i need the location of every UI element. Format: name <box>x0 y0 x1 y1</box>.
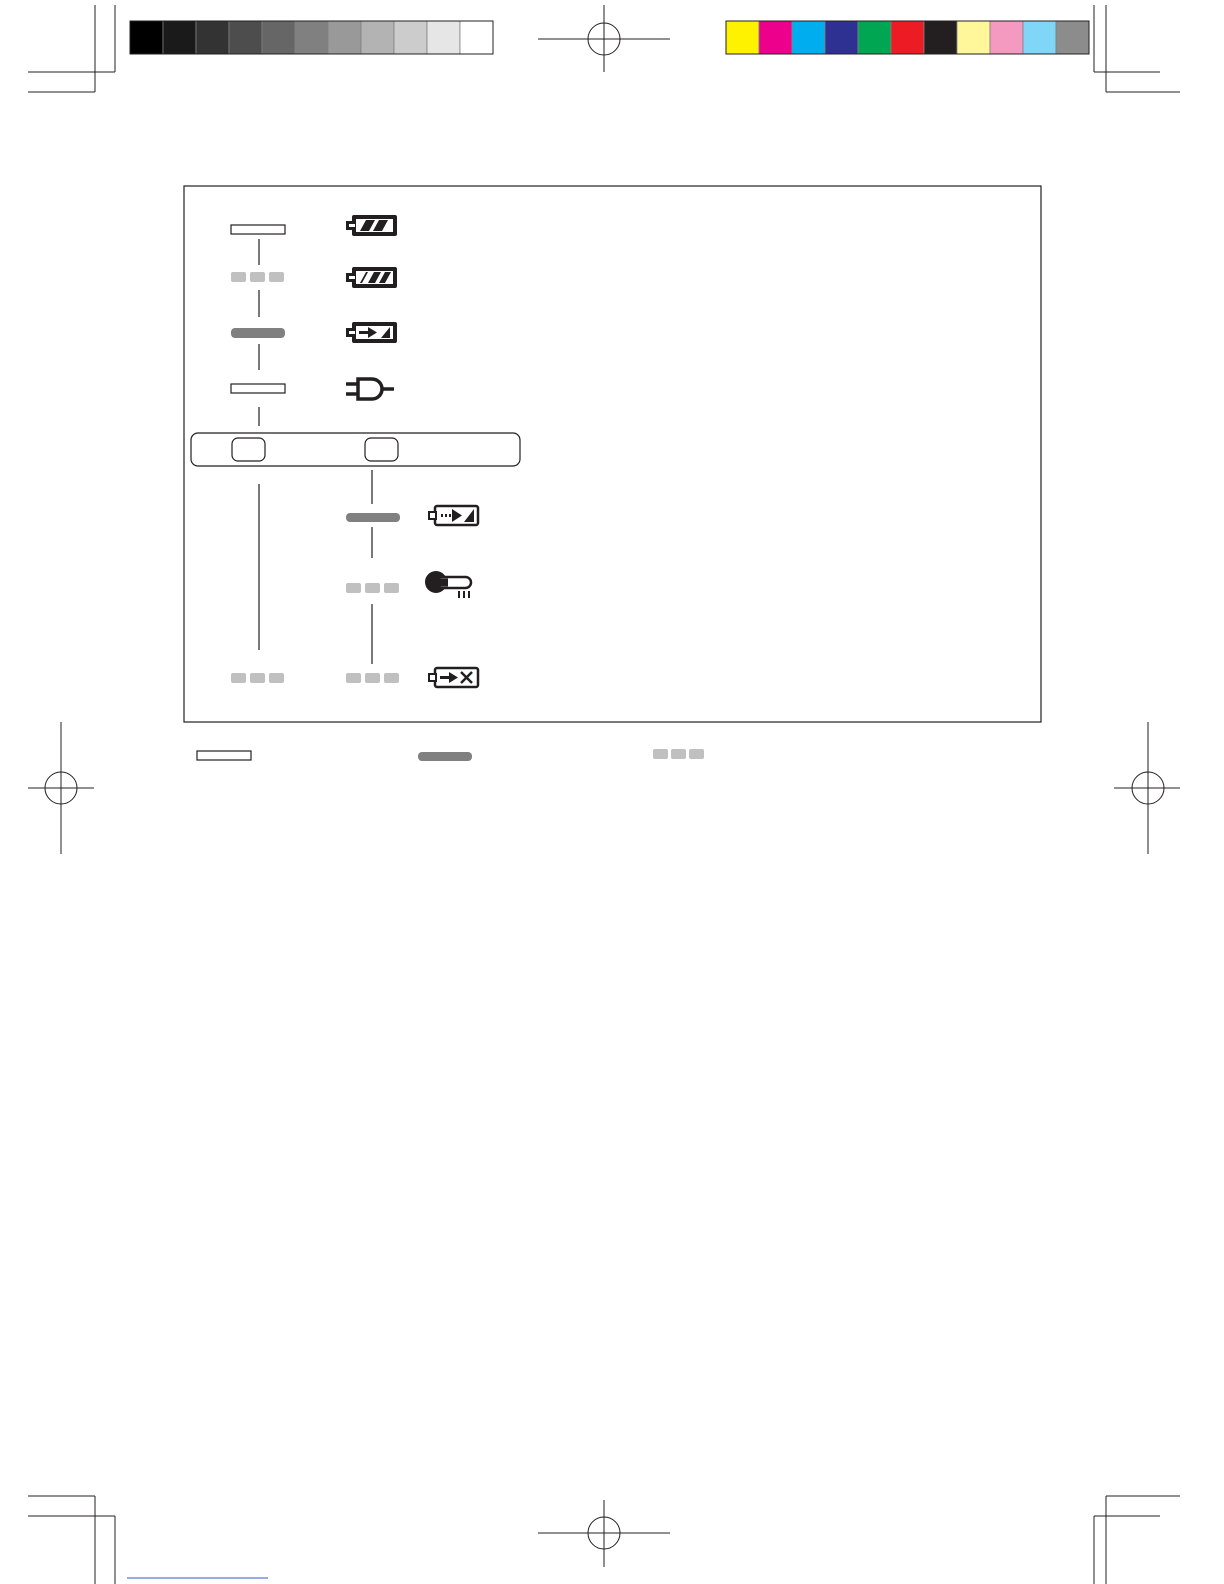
indicator-blink <box>231 272 284 282</box>
battery-charging-icon <box>346 322 397 343</box>
indicator-blink <box>231 673 284 683</box>
diagram-frame <box>184 186 1041 722</box>
indicator-blink <box>346 583 399 593</box>
battery-low-icon <box>346 267 397 288</box>
right-branch-box <box>365 438 398 461</box>
legend-on-swatch <box>418 752 472 761</box>
battery-full-icon <box>346 215 397 236</box>
indicator-on <box>346 513 400 522</box>
indicator-on <box>231 328 285 338</box>
connector-lines <box>259 239 372 664</box>
legend-off-swatch <box>197 751 251 760</box>
temperature-icon <box>425 571 471 598</box>
left-branch-box <box>232 438 265 461</box>
legend-blink-swatch <box>653 749 704 759</box>
indicator-off <box>231 384 285 393</box>
battery-charge-error-icon <box>429 668 478 687</box>
indicator-blink <box>346 673 399 683</box>
ac-plug-icon <box>346 379 394 399</box>
battery-charge-standby-icon <box>429 506 478 525</box>
indicator-off <box>231 225 285 234</box>
